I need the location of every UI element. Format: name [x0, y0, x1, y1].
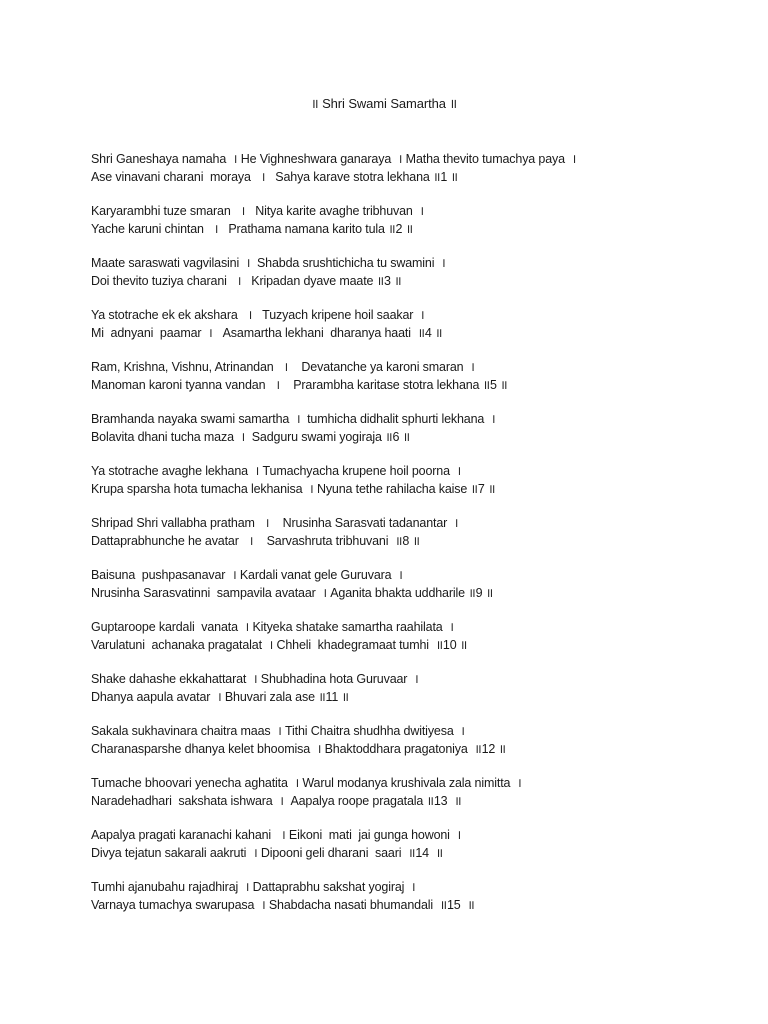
verse-line: Dhanya aapula avatar । Bhuvari zala ase ॥11 ॥: [91, 690, 349, 704]
verse-line: Karyarambhi tuze smaran । Nitya karite avaghe tribhuvan ।: [91, 204, 424, 218]
verse-line: Aapalya pragati karanachi kahani । Eikoni mati jai gunga howoni ।: [91, 828, 462, 842]
verse-5: [91, 358, 751, 394]
verse-line: Bolavita dhani tucha maza । Sadguru swami yogiraja ॥6 ॥: [91, 430, 410, 444]
verse-line: Varnaya tumachya swarupasa । Shabdacha nasati bhumandali ॥15 ॥: [91, 898, 475, 912]
verse-2: [91, 202, 751, 238]
verse-line: Yache karuni chintan । Prathama namana karito tula ॥2 ॥: [91, 222, 413, 236]
verse-line: Maate saraswati vagvilasini । Shabda srushtichicha tu swamini ।: [91, 256, 446, 270]
verse-4: [91, 306, 751, 342]
verse-line: Naradehadhari sakshata ishwara । Aapalya roope pragatala ॥13 ॥: [91, 794, 462, 808]
verse-line: Krupa sparsha hota tumacha lekhanisa । Nyuna tethe rahilacha kaise ॥7 ॥: [91, 482, 496, 496]
verse-3: [91, 254, 751, 290]
verse-1: [91, 150, 751, 186]
verse-8: [91, 514, 751, 550]
verse-line: Ya stotrache ek ek akshara । Tuzyach kripene hoil saakar ।: [91, 308, 425, 322]
verse-line: Dattaprabhunche he avatar । Sarvashruta tribhuvani ॥8 ॥: [91, 534, 420, 548]
verse-list: [91, 150, 751, 930]
verse-9: [91, 566, 751, 602]
verse-line: Ya stotrache avaghe lekhana । Tumachyacha krupene hoil poorna ।: [91, 464, 462, 478]
verse-6: [91, 410, 751, 446]
verse-line: Shri Ganeshaya namaha । He Vighneshwara ganaraya । Matha thevito tumachya paya ।: [91, 152, 577, 166]
verse-line: Shake dahashe ekkahattarat । Shubhadina hota Guruvaar ।: [91, 672, 419, 686]
verse-15: [91, 878, 751, 914]
verse-line: Sakala sukhavinara chaitra maas । Tithi Chaitra shudhha dwitiyesa ।: [91, 724, 465, 738]
verse-line: Bramhanda nayaka swami samartha । tumhicha didhalit sphurti lekhana ।: [91, 412, 496, 426]
verse-line: Doi thevito tuziya charani । Kripadan dyave maate ॥3 ॥: [91, 274, 402, 288]
verse-13: [91, 774, 751, 810]
verse-14: [91, 826, 751, 862]
verse-line: Manoman karoni tyanna vandan । Prarambha karitase stotra lekhana ॥5 ॥: [91, 378, 508, 392]
verse-10: [91, 618, 751, 654]
verse-11: [91, 670, 751, 706]
verse-line: Ase vinavani charani moraya । Sahya karave stotra lekhana ॥1 ॥: [91, 170, 458, 184]
verse-line: Tumhi ajanubahu rajadhiraj । Dattaprabhu sakshat yogiraj ।: [91, 880, 416, 894]
verse-line: Mi adnyani paamar । Asamartha lekhani dharanya haati ॥4 ॥: [91, 326, 443, 340]
page-title: ॥ Shri Swami Samartha ॥: [310, 96, 458, 111]
verse-line: Divya tejatun sakarali aakruti । Dipooni geli dharani saari ॥14 ॥: [91, 846, 443, 860]
verse-line: Guptaroope kardali vanata । Kityeka shatake samartha raahilata ।: [91, 620, 454, 634]
verse-7: [91, 462, 751, 498]
verse-line: Ram, Krishna, Vishnu, Atrinandan । Devatanche ya karoni smaran ।: [91, 360, 475, 374]
verse-line: Varulatuni achanaka pragatalat । Chheli khadegramaat tumhi ॥10 ॥: [91, 638, 468, 652]
verse-line: Shripad Shri vallabha pratham । Nrusinha Sarasvati tadanantar ।: [91, 516, 459, 530]
verse-line: Nrusinha Sarasvatinni sampavila avataar । Aganita bhakta uddharile ॥9 ॥: [91, 586, 494, 600]
verse-line: Charanasparshe dhanya kelet bhoomisa । Bhaktoddhara pragatoniya ॥12 ॥: [91, 742, 506, 756]
verse-12: [91, 722, 751, 758]
verse-line: Tumache bhoovari yenecha aghatita । Warul modanya krushivala zala nimitta ।: [91, 776, 522, 790]
verse-line: Baisuna pushpasanavar । Kardali vanat gele Guruvara ।: [91, 568, 403, 582]
